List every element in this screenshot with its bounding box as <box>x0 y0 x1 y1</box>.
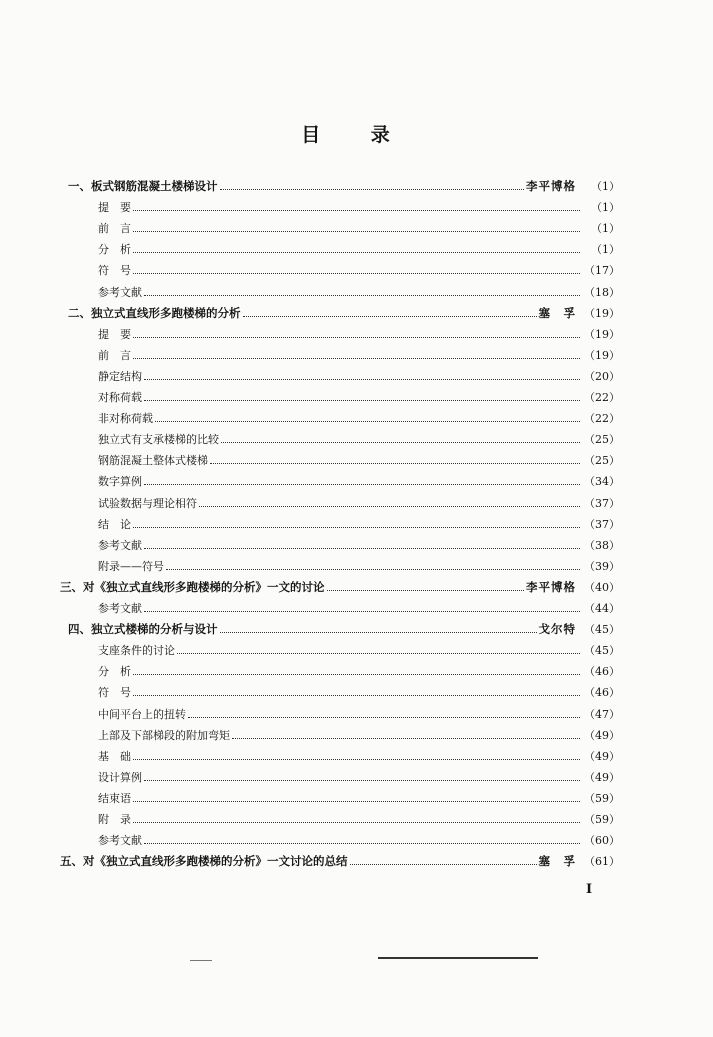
toc-entry-page: （59） <box>584 791 620 805</box>
toc-entry-label: 分 析 <box>98 243 131 257</box>
toc-entry-row <box>98 429 620 449</box>
toc-entry-label: 符 号 <box>98 686 131 700</box>
toc-entry-label: 前 言 <box>98 222 131 236</box>
leader-dots <box>166 568 580 570</box>
toc-entry-label: 提 要 <box>98 201 131 215</box>
leader-dots <box>350 863 537 865</box>
toc-entry-label: 五、对《独立式直线形多跑楼梯的分析》一文讨论的总结 <box>60 854 348 869</box>
toc-entry-page: （25） <box>584 454 620 468</box>
leader-dots <box>199 505 580 507</box>
toc-entry-row <box>98 788 620 808</box>
toc-entry-row <box>98 408 620 428</box>
toc-entry-label: 参考文献 <box>98 538 142 552</box>
toc-entry-label: 一、板式钢筋混凝土楼梯设计 <box>68 179 218 193</box>
toc-entry-page: （49） <box>584 770 620 784</box>
toc-section-row <box>68 176 620 196</box>
toc-entry-row <box>98 767 620 787</box>
toc-entry-row <box>98 830 620 850</box>
toc-entry-page: （49） <box>584 749 620 763</box>
toc-entry-page: （45） <box>584 644 620 658</box>
toc-entry-row <box>98 704 620 724</box>
leader-dots <box>144 842 580 844</box>
toc-entry-label: 参考文献 <box>98 602 142 615</box>
toc-entry-label: 中间平台上的扭转 <box>98 707 186 721</box>
toc-entry-row <box>98 535 620 555</box>
page-number: I <box>586 882 593 897</box>
toc-entry-page: （46） <box>584 665 620 679</box>
toc-entry-row <box>98 598 620 618</box>
toc-section-row <box>68 619 620 639</box>
leader-dots <box>144 378 580 380</box>
toc-entry-row <box>98 725 620 745</box>
leader-dots <box>210 462 580 464</box>
toc-entry-page: （1） <box>591 201 620 215</box>
toc-entry-label: 支座条件的讨论 <box>98 644 175 658</box>
toc-entry-label: 设计算例 <box>98 770 142 784</box>
toc-entry-label: 静定结构 <box>98 369 142 383</box>
toc-entry-page: （40） <box>584 580 620 594</box>
toc-entry-row <box>98 661 620 681</box>
toc-entry-page: （34） <box>584 475 620 489</box>
leader-dots <box>177 652 580 654</box>
leader-dots <box>133 251 580 253</box>
toc-entry-label: 二、独立式直线形多跑楼梯的分析 <box>68 305 241 320</box>
leader-dots <box>133 230 580 232</box>
toc-entry-page: （46） <box>584 686 620 700</box>
bottom-rule-short <box>190 960 212 961</box>
toc-entry-page: （60） <box>584 834 620 848</box>
toc-entry-author: 塞 孚 <box>538 305 576 320</box>
leader-dots <box>133 526 580 528</box>
toc-section-row <box>60 577 620 597</box>
toc-entry-label: 参考文献 <box>98 834 142 848</box>
leader-dots <box>221 441 580 443</box>
toc-entry-row <box>98 493 620 513</box>
leader-dots <box>133 357 580 359</box>
toc-entry-row <box>98 197 620 217</box>
toc-entry-row <box>98 260 620 280</box>
toc-entry-row <box>98 556 620 576</box>
toc-entry-page: （19） <box>584 306 620 320</box>
toc-entry-page: （19） <box>584 348 620 362</box>
toc-entry-row <box>98 345 620 365</box>
leader-dots <box>327 589 525 591</box>
toc-entry-row <box>98 514 620 534</box>
toc-entry-page: （37） <box>584 517 620 531</box>
toc-entry-author: 李平博格 <box>526 579 576 594</box>
toc-entry-page: （17） <box>584 264 620 278</box>
toc-entry-label: 试验数据与理论相符 <box>98 496 197 510</box>
toc-entry-author: 戈尔特 <box>538 622 576 637</box>
toc-entry-label: 结 论 <box>98 517 131 531</box>
toc-entry-label: 对称荷载 <box>98 391 142 404</box>
leader-dots <box>133 336 580 338</box>
leader-dots <box>144 779 580 781</box>
leader-dots <box>144 610 580 612</box>
toc-entry-row <box>98 218 620 238</box>
leader-dots <box>133 800 580 802</box>
toc-entry-label: 附录——符号 <box>98 559 164 573</box>
toc-entry-row <box>98 682 620 702</box>
leader-dots <box>133 673 580 675</box>
toc-entry-label: 三、对《独立式直线形多跑楼梯的分析》一文的讨论 <box>60 579 325 594</box>
toc-entry-label: 附 录 <box>98 813 131 826</box>
leader-dots <box>144 399 580 401</box>
leader-dots <box>133 821 580 823</box>
toc-entry-row <box>98 239 620 259</box>
toc-section-row <box>68 303 620 323</box>
leader-dots <box>144 547 580 549</box>
toc-entry-label: 基 础 <box>98 749 131 763</box>
toc-entry-page: （22） <box>584 391 620 404</box>
toc-entry-row <box>98 746 620 766</box>
toc-entry-label: 结束语 <box>98 791 131 805</box>
toc-entry-label: 非对称荷载 <box>98 412 153 426</box>
toc-entry-label: 钢筋混凝土整体式楼梯 <box>98 454 208 468</box>
toc-entry-page: （37） <box>584 496 620 510</box>
leader-dots <box>188 716 580 718</box>
toc-entry-page: （49） <box>584 728 620 742</box>
toc-entry-label: 符 号 <box>98 264 131 278</box>
leader-dots <box>133 694 580 696</box>
toc-entry-page: （45） <box>584 623 620 637</box>
toc-entry-row <box>98 282 620 302</box>
toc-entry-author: 李平博格 <box>526 179 576 193</box>
toc-entry-page: （18） <box>584 285 620 299</box>
leader-dots <box>220 631 537 633</box>
leader-dots <box>232 737 580 739</box>
toc-section-row <box>60 851 620 871</box>
toc-entry-row <box>98 324 620 344</box>
toc-entry-page: （61） <box>584 855 620 869</box>
toc-entry-author: 塞 孚 <box>538 854 576 869</box>
toc-entry-label: 上部及下部梯段的附加弯矩 <box>98 728 230 742</box>
toc-entry-page: （22） <box>584 412 620 426</box>
page-title: 目 录 <box>301 124 412 146</box>
leader-dots <box>144 294 580 296</box>
toc-entry-page: （19） <box>584 327 620 341</box>
toc-entry-page: （59） <box>584 813 620 826</box>
toc-entry-page: （44） <box>584 602 620 615</box>
toc-entry-page: （1） <box>591 222 620 236</box>
toc-entry-label: 独立式有支承楼梯的比较 <box>98 433 219 447</box>
toc-entry-row <box>98 809 620 829</box>
leader-dots <box>243 315 537 317</box>
leader-dots <box>144 483 580 485</box>
toc-entry-label: 数字算例 <box>98 475 142 489</box>
toc-entry-label: 参考文献 <box>98 285 142 299</box>
leader-dots <box>155 420 580 422</box>
toc-entry-page: （1） <box>591 180 620 193</box>
toc-entry-page: （25） <box>584 433 620 447</box>
toc-entry-label: 四、独立式楼梯的分析与设计 <box>68 622 218 637</box>
toc-entry-page: （47） <box>584 707 620 721</box>
toc-entry-page: （39） <box>584 559 620 573</box>
leader-dots <box>220 188 525 190</box>
toc-entry-row <box>98 640 620 660</box>
toc-entry-page: （38） <box>584 538 620 552</box>
toc-entry-row <box>98 471 620 491</box>
toc-entry-row <box>98 450 620 470</box>
toc-entry-label: 分 析 <box>98 665 131 679</box>
toc-entry-row <box>98 366 620 386</box>
leader-dots <box>133 272 580 274</box>
toc-entry-row <box>98 387 620 407</box>
toc-entry-page: （20） <box>584 369 620 383</box>
toc-entry-page: （1） <box>591 243 620 257</box>
toc-entry-label: 前 言 <box>98 348 131 362</box>
leader-dots <box>133 209 580 211</box>
bottom-rule <box>378 957 538 959</box>
leader-dots <box>133 758 580 760</box>
toc-entry-label: 提 要 <box>98 327 131 341</box>
